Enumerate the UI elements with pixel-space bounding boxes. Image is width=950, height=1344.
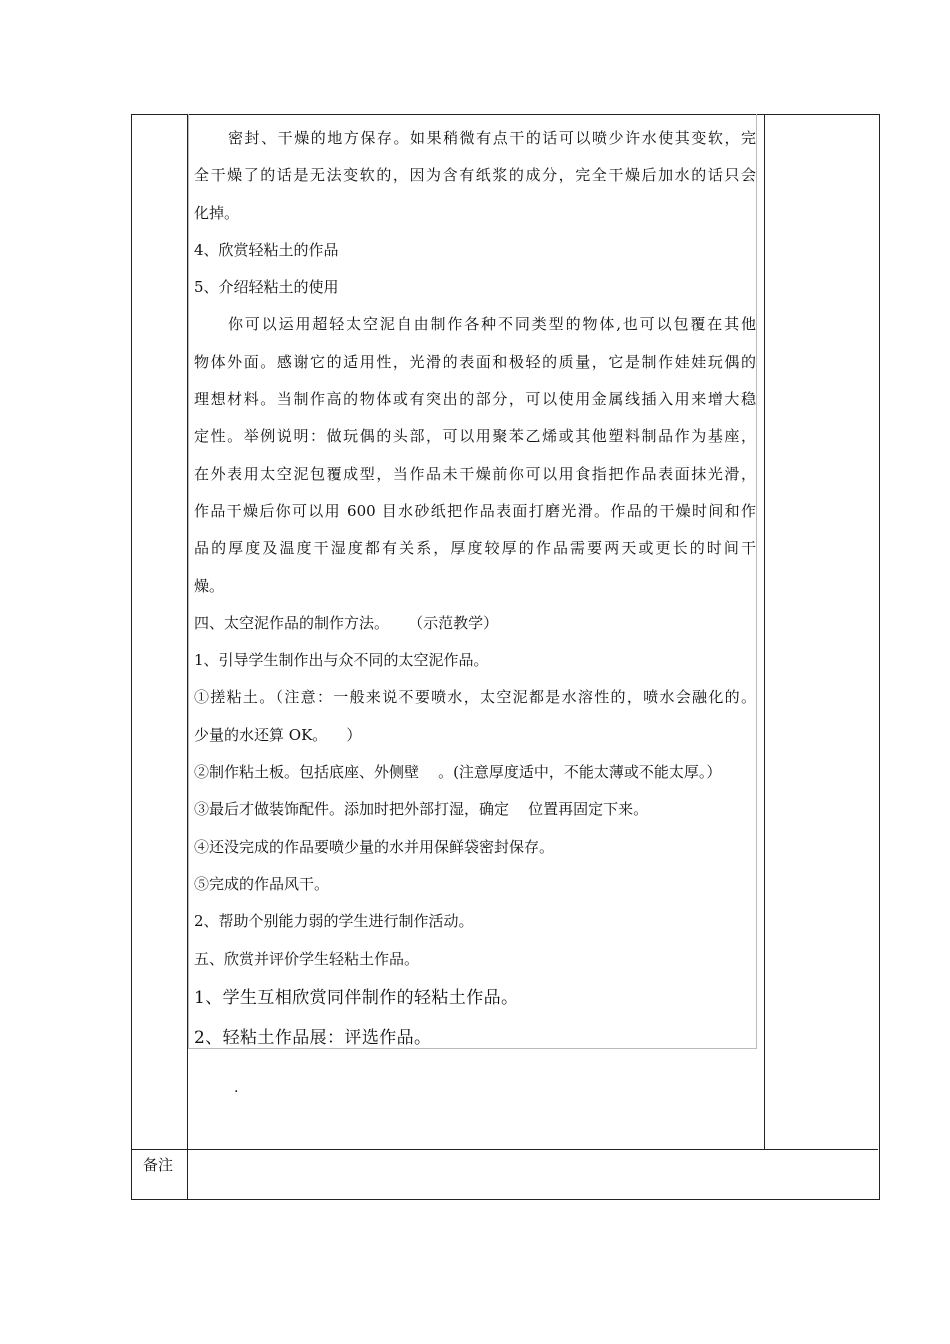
list-item: 5、介绍轻粘土的使用 — [194, 278, 339, 297]
step-item: ②制作粘土板。包括底座、外侧壁 。(注意厚度适中，不能太薄或不能太厚。） — [194, 763, 722, 782]
list-item: 2、帮助个别能力弱的学生进行制作活动。 — [194, 912, 474, 931]
paragraph-line: 燥。 — [194, 576, 225, 595]
paragraph-line: 理想材料。当制作高的物体或有突出的部分，可以使用金属线插入用来增大稳 — [194, 390, 756, 409]
step-item: ①搓粘土。（注意：一般来说不要喷水，太空泥都是水溶性的，喷水会融化的。 — [194, 688, 756, 707]
list-item: 1、引导学生制作出与众不同的太空泥作品。 — [194, 651, 489, 670]
paragraph-line: 品的厚度及温度干湿度都有关系，厚度较厚的作品需要两天或更长的时间干 — [194, 539, 756, 558]
step-item: ③最后才做装饰配件。添加时把外部打湿，确定 位置再固定下来。 — [194, 800, 649, 819]
paragraph-line: 你可以运用超轻太空泥自由制作各种不同类型的物体,也可以包覆在其他 — [228, 315, 756, 334]
paragraph-line: 在外表用太空泥包覆成型，当作品未干燥前你可以用食指把作品表面抹光滑， — [194, 464, 756, 483]
paragraph-line: 化掉。 — [194, 203, 240, 222]
section-heading: 五、欣赏并评价学生轻粘土作品。 — [194, 949, 420, 968]
paragraph-line: 作品干燥后你可以用 600 目水砂纸把作品表面打磨光滑。作品的干燥时间和作 — [194, 501, 756, 520]
lesson-content — [194, 120, 756, 1058]
step-item: ⑤完成的作品风干。 — [194, 874, 330, 893]
paragraph-line: 物体外面。感谢它的适用性，光滑的表面和极轻的质量，它是制作娃娃玩偶的 — [194, 352, 756, 371]
list-item: 4、欣赏轻粘土的作品 — [194, 240, 339, 259]
section-heading: 四、太空泥作品的制作方法。 （示范教学） — [194, 613, 499, 632]
step-item: ④还没完成的作品要喷少量的水并用保鲜袋密封保存。 — [194, 837, 555, 856]
remark-label: 备注 — [143, 1156, 174, 1174]
list-item: 1、学生互相欣赏同伴制作的轻粘土作品。 — [194, 987, 519, 1008]
table-divider-right — [764, 115, 765, 1150]
table-row-divider — [132, 1149, 878, 1150]
step-item: 少量的水还算 OK。 ） — [194, 725, 362, 744]
paragraph-line: 定性。举例说明：做玩偶的头部，可以用聚苯乙烯或其他塑料制品作为基座， — [194, 427, 756, 446]
list-item: 2、轻粘土作品展：评选作品。 — [194, 1027, 432, 1048]
stray-dot: . — [234, 1080, 239, 1096]
paragraph-line: 密封、干燥的地方保存。如果稍微有点干的话可以喷少许水使其变软，完 — [228, 129, 756, 147]
paragraph-line: 全干燥了的话是无法变软的，因为含有纸浆的成分，完全干燥后加水的话只会 — [194, 166, 756, 185]
